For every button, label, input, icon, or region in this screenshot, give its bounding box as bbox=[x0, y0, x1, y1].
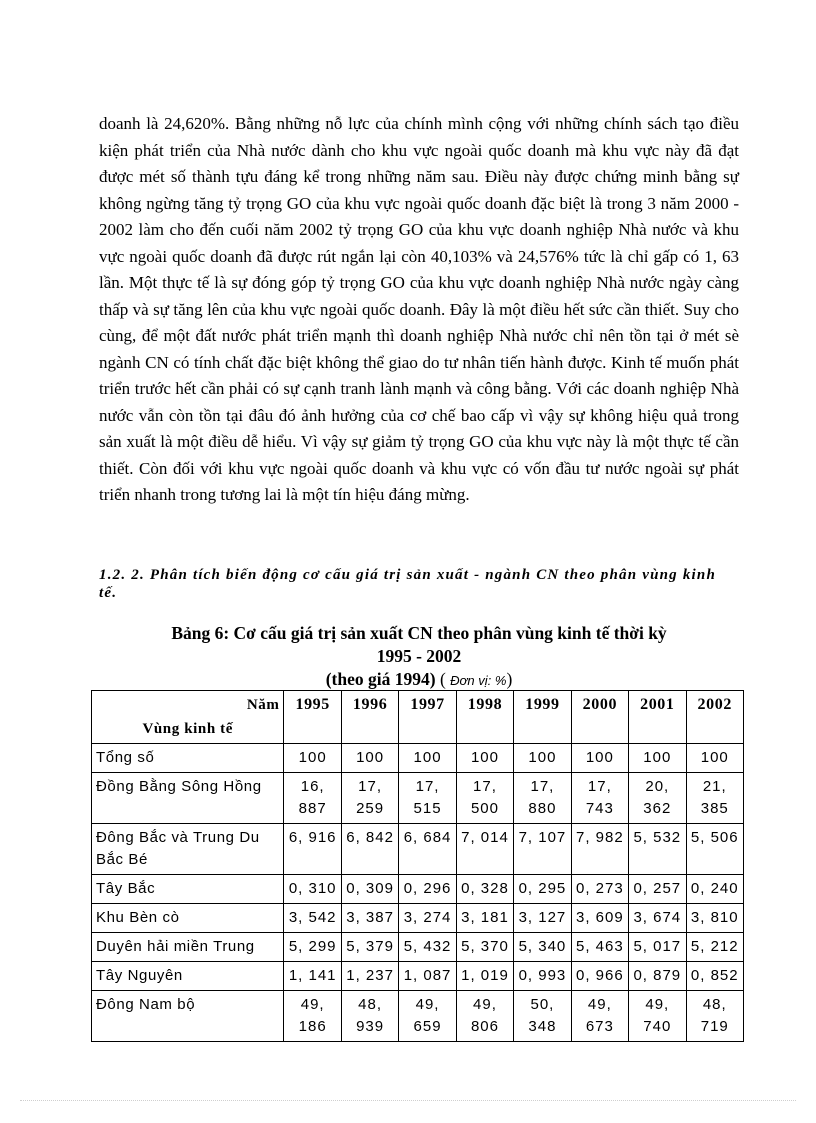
region-name-cell: Tây Nguyên bbox=[92, 962, 284, 991]
price-basis: (theo giá 1994) bbox=[325, 669, 436, 689]
region-name-cell: Tổng số bbox=[92, 744, 284, 773]
value-cell: 6, 916 bbox=[284, 824, 341, 875]
year-header: 2000 bbox=[571, 691, 628, 744]
value-cell: 100 bbox=[456, 744, 513, 773]
value-cell: 49, 806 bbox=[456, 991, 513, 1042]
year-header: 1995 bbox=[284, 691, 341, 744]
year-header: 2001 bbox=[629, 691, 686, 744]
table-row bbox=[92, 991, 744, 1042]
value-cell: 100 bbox=[629, 744, 686, 773]
value-cell: 100 bbox=[399, 744, 456, 773]
corner-header bbox=[92, 691, 284, 744]
table-row bbox=[92, 773, 744, 824]
table-row bbox=[92, 933, 744, 962]
regional-structure-table bbox=[91, 690, 744, 1042]
value-cell: 3, 127 bbox=[514, 904, 571, 933]
section-heading: 1.2. 2. Phân tích biến động cơ cấu giá trị sản xuất - ngành CN theo phân vùng kinh tế. bbox=[99, 567, 716, 601]
region-name-cell: Tây Bắc bbox=[92, 875, 284, 904]
value-cell: 48, 719 bbox=[686, 991, 743, 1042]
value-cell: 3, 674 bbox=[629, 904, 686, 933]
value-cell: 5, 340 bbox=[514, 933, 571, 962]
year-header: 1999 bbox=[514, 691, 571, 744]
value-cell: 17, 259 bbox=[341, 773, 398, 824]
value-cell: 3, 542 bbox=[284, 904, 341, 933]
table-title-line3 bbox=[99, 668, 739, 692]
value-cell: 5, 506 bbox=[686, 824, 743, 875]
unit-note: ( Đơn vị: %) bbox=[435, 669, 513, 689]
unit-label: Đơn vị: % bbox=[450, 673, 507, 688]
region-name-cell: Khu Bèn cò bbox=[92, 904, 284, 933]
value-cell: 49, 186 bbox=[284, 991, 341, 1042]
table-row bbox=[92, 962, 744, 991]
value-cell: 0, 310 bbox=[284, 875, 341, 904]
year-header: 1998 bbox=[456, 691, 513, 744]
year-header: 2002 bbox=[686, 691, 743, 744]
value-cell: 7, 014 bbox=[456, 824, 513, 875]
value-cell: 100 bbox=[341, 744, 398, 773]
value-cell: 1, 019 bbox=[456, 962, 513, 991]
table-row bbox=[92, 875, 744, 904]
table-title-line1: Bảng 6: Cơ cấu giá trị sản xuất CN theo phân vùng kinh tế thời kỳ bbox=[171, 623, 667, 643]
value-cell: 0, 966 bbox=[571, 962, 628, 991]
value-cell: 17, 515 bbox=[399, 773, 456, 824]
value-cell: 0, 852 bbox=[686, 962, 743, 991]
value-cell: 0, 273 bbox=[571, 875, 628, 904]
value-cell: 16, 887 bbox=[284, 773, 341, 824]
value-cell: 5, 532 bbox=[629, 824, 686, 875]
value-cell: 100 bbox=[284, 744, 341, 773]
value-cell: 6, 684 bbox=[399, 824, 456, 875]
year-header: 1996 bbox=[341, 691, 398, 744]
value-cell: 0, 993 bbox=[514, 962, 571, 991]
value-cell: 3, 609 bbox=[571, 904, 628, 933]
value-cell: 5, 463 bbox=[571, 933, 628, 962]
value-cell: 3, 387 bbox=[341, 904, 398, 933]
year-header: 1997 bbox=[399, 691, 456, 744]
region-name-cell: Đông Bắc và Trung Du Bắc Bé bbox=[92, 824, 284, 875]
value-cell: 5, 379 bbox=[341, 933, 398, 962]
page-bottom-rule bbox=[20, 1100, 796, 1101]
value-cell: 1, 087 bbox=[399, 962, 456, 991]
value-cell: 21, 385 bbox=[686, 773, 743, 824]
region-name-cell: Đồng Bằng Sông Hồng bbox=[92, 773, 284, 824]
value-cell: 0, 295 bbox=[514, 875, 571, 904]
value-cell: 0, 240 bbox=[686, 875, 743, 904]
value-cell: 17, 880 bbox=[514, 773, 571, 824]
value-cell: 1, 141 bbox=[284, 962, 341, 991]
value-cell: 20, 362 bbox=[629, 773, 686, 824]
value-cell: 7, 982 bbox=[571, 824, 628, 875]
value-cell: 49, 673 bbox=[571, 991, 628, 1042]
value-cell: 5, 299 bbox=[284, 933, 341, 962]
table-row bbox=[92, 824, 744, 875]
value-cell: 1, 237 bbox=[341, 962, 398, 991]
region-axis-label: Vùng kinh tế bbox=[142, 721, 234, 737]
value-cell: 17, 743 bbox=[571, 773, 628, 824]
value-cell: 5, 432 bbox=[399, 933, 456, 962]
value-cell: 3, 181 bbox=[456, 904, 513, 933]
table-row bbox=[92, 904, 744, 933]
table-title bbox=[99, 622, 739, 692]
value-cell: 100 bbox=[571, 744, 628, 773]
value-cell: 3, 274 bbox=[399, 904, 456, 933]
year-axis-label: Năm bbox=[246, 697, 280, 713]
value-cell: 0, 328 bbox=[456, 875, 513, 904]
value-cell: 100 bbox=[686, 744, 743, 773]
region-name-cell: Đông Nam bộ bbox=[92, 991, 284, 1042]
value-cell: 5, 212 bbox=[686, 933, 743, 962]
value-cell: 17, 500 bbox=[456, 773, 513, 824]
table-title-line2: 1995 - 2002 bbox=[376, 646, 462, 666]
value-cell: 7, 107 bbox=[514, 824, 571, 875]
region-name-cell: Duyên hải miền Trung bbox=[92, 933, 284, 962]
value-cell: 6, 842 bbox=[341, 824, 398, 875]
value-cell: 5, 017 bbox=[629, 933, 686, 962]
value-cell: 50, 348 bbox=[514, 991, 571, 1042]
value-cell: 0, 257 bbox=[629, 875, 686, 904]
value-cell: 0, 296 bbox=[399, 875, 456, 904]
table-row bbox=[92, 744, 744, 773]
value-cell: 0, 879 bbox=[629, 962, 686, 991]
value-cell: 3, 810 bbox=[686, 904, 743, 933]
table-header-row bbox=[92, 691, 744, 744]
value-cell: 48, 939 bbox=[341, 991, 398, 1042]
body-paragraph: doanh là 24,620%. Bằng những nỗ lực của chính mình cộng với những chính sách tạo điều kiện phát triển của Nhà nước dành cho khu vực ngoài quốc doanh mà khu vực này đã đạt được mét số thành tựu đáng kể trong những năm sau. Điều này được chứng minh bằng sự không ngừng tăng tỷ trọng GO của khu vực ngoài quốc doanh đặc biệt là trong 3 năm 2000 - 2002 làm cho đến cuối năm 2002 tỷ trọng GO của khu vực doanh nghiệp Nhà nước và khu vực ngoài quốc doanh đã được rút ngắn lại còn 40,103% và 24,576% tức là chỉ gấp có 1, 63 lần. Một thực tế là sự đóng góp tỷ trọng GO của khu vực doanh nghiệp Nhà nước ngày càng thấp và sự tăng lên của khu vực ngoài quốc doanh. Đây là một điều hết sức cần thiết. Suy cho cùng, để một đất nước phát triển mạnh thì doanh nghiệp Nhà nước chỉ nên tồn tại ở mét sè ngành CN có tính chất đặc biệt không thể giao do tư nhân tiến hành được. Kinh tế muốn phát triển trước hết cần phải có sự cạnh tranh lành mạnh và công bằng. Với các doanh nghiệp Nhà nước vẫn còn tồn tại đâu đó ảnh hưởng của cơ chế bao cấp vì vậy sự không hiệu quả trong sản xuất là một điều dễ hiểu. Vì vậy sự giảm tỷ trọng GO của khu vực này là một thực tế cần thiết. Còn đối với khu vực ngoài quốc doanh và khu vực có vốn đầu tư nước ngoài sự phát triển nhanh trong tương lai là một tín hiệu đáng mừng. bbox=[99, 114, 739, 504]
table-body bbox=[92, 744, 744, 1042]
value-cell: 49, 659 bbox=[399, 991, 456, 1042]
value-cell: 100 bbox=[514, 744, 571, 773]
value-cell: 5, 370 bbox=[456, 933, 513, 962]
value-cell: 0, 309 bbox=[341, 875, 398, 904]
value-cell: 49, 740 bbox=[629, 991, 686, 1042]
